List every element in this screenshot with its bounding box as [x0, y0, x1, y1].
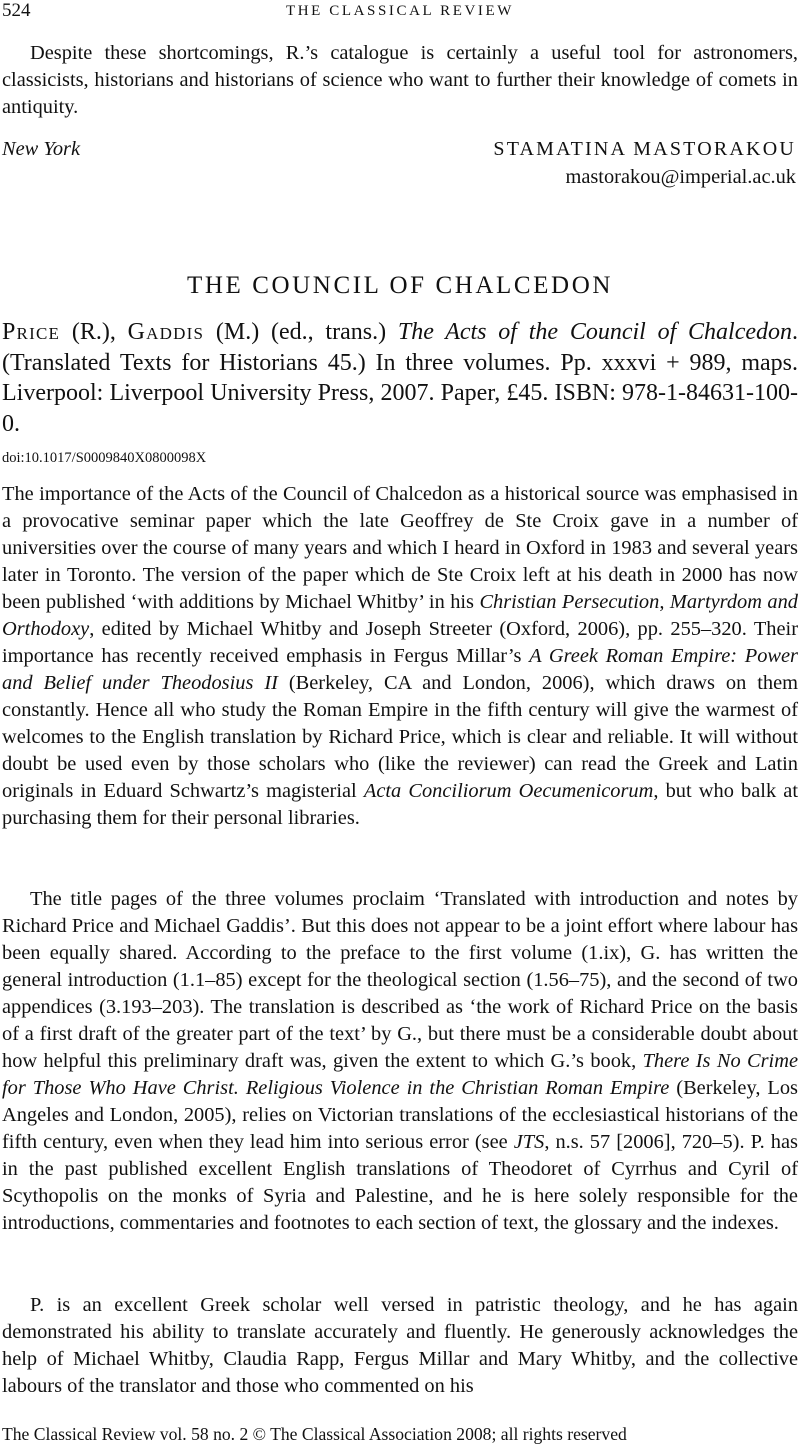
paragraph-text: , but who balk at purchasing them for their personal libraries. — [2, 780, 799, 829]
page-number: 524 — [2, 0, 31, 21]
bibliographic-entry — [2, 317, 798, 439]
paragraph-text: , n.s. 57 [2006], 720–5). P. has in the past published excellent English translations of Theodoret of Cyrrhus and Cyril of Scythopolis on the monks of Syria and Palestine, and he is here solely responsible for the introductions, commentaries and footnotes to each section of text, the glossary and the indexes. — [2, 1131, 798, 1234]
cited-title: Christian Persecution, Martyrdom and Orthodoxy — [2, 591, 798, 640]
review-paragraph-1 — [2, 481, 798, 832]
cited-title: A Greek Roman Empire: Power and Belief under Theodosius II — [2, 645, 798, 694]
paragraph-text: , edited by Michael Whitby and Joseph Streeter (Oxford, 2006), pp. 255–320. Their importance has recently received emphasis in Fergus Millar’s — [2, 618, 798, 667]
copyright-footer: The Classical Review vol. 58 no. 2 © The Classical Association 2008; all rights reserved — [2, 1424, 627, 1444]
author2-surname: Gaddis — [127, 319, 205, 345]
reviewer-name: STAMATINA MASTORAKOU — [493, 138, 796, 160]
paragraph-text: (Berkeley, CA and London, 2006), which draws on them constantly. Hence all who study the Roman Empire in the fifth century will give the warmest of welcomes to the English translation by Richard Price, which is clear and reliable. It will without doubt be used even by those scholars who (like the reviewer) can read the Greek and Latin originals in Eduard Schwartz’s magisterial — [2, 672, 798, 802]
paragraph-text: (Berkeley, Los Angeles and London, 2005), relies on Victorian translations of the ecclesiastical historians of the fifth century, even when they lead him into serious error (see — [2, 1077, 798, 1153]
paragraph-text: The importance of the Acts of the Council of Chalcedon as a historical source was emphasised in a provocative seminar paper which the late Geoffrey de Ste Croix gave in a number of universities over the course of many years and which I heard in Oxford in 1983 and several years later in Toronto. The version of the paper which de Ste Croix left at his death in 2000 has now been published ‘with additions by Michael Whitby’ in his — [2, 483, 798, 613]
publication-details: . (Translated Texts for Historians 45.) In three volumes. Pp. xxxvi + 989, maps. Liverpool: Liverpool University Press, 2007. Paper, £45. ISBN: 978-1-84631-100-0. — [2, 319, 799, 437]
author1-initial: (R.), — [71, 319, 116, 345]
reviewer-email: mastorakou@imperial.ac.uk — [565, 166, 796, 188]
cited-title: There Is No Crime for Those Who Have Christ. Religious Violence in the Christian Roman Empire — [2, 1050, 798, 1099]
cited-journal: JTS — [513, 1131, 545, 1153]
editor-role: (ed., trans.) — [271, 319, 387, 345]
previous-review-closing-paragraph: Despite these shortcomings, R.’s catalogue is certainly a useful tool for astronomers, classicists, historians and historians of science who want to further their knowledge of comets in antiquity. — [2, 42, 798, 118]
running-head — [0, 0, 800, 24]
paragraph-text: The title pages of the three volumes proclaim ‘Translated with introduction and notes by Richard Price and Michael Gaddis’. But this does not appear to be a joint effort where labour has been equally shared. According to the preface to the first volume (1.ix), G. has written the general introduction (1.1–85) except for the theological section (1.56–75), and the second of two appendices (3.193–203). The translation is described as ‘the work of Richard Price on the basis of a first draft of the greater part of the text’ by G., but there must be a considerable doubt about how helpful this preliminary draft was, given the extent to which G.’s book, — [2, 888, 798, 1072]
journal-running-title: THE CLASSICAL REVIEW — [285, 3, 515, 19]
author2-initial: (M.) — [215, 319, 260, 345]
reviewer-place: New York — [2, 138, 80, 160]
author1-surname: Price — [2, 319, 61, 345]
review-paragraph-2 — [2, 886, 798, 1237]
cited-title: Acta Conciliorum Oecumenicorum — [363, 780, 654, 802]
review-title: THE COUNCIL OF CHALCEDON — [186, 272, 614, 299]
review-paragraph-3: P. is an excellent Greek scholar well versed in patristic theology, and he has again demonstrated his ability to translate accurately and fluently. He generously acknowledges the help of Michael Whitby, Claudia Rapp, Fergus Millar and Mary Whitby, and the collective labours of the translator and those who commented on his — [2, 1294, 798, 1397]
doi: doi:10.1017/S0009840X0800098X — [2, 450, 207, 466]
book-title: The Acts of the Council of Chalcedon — [397, 319, 793, 345]
